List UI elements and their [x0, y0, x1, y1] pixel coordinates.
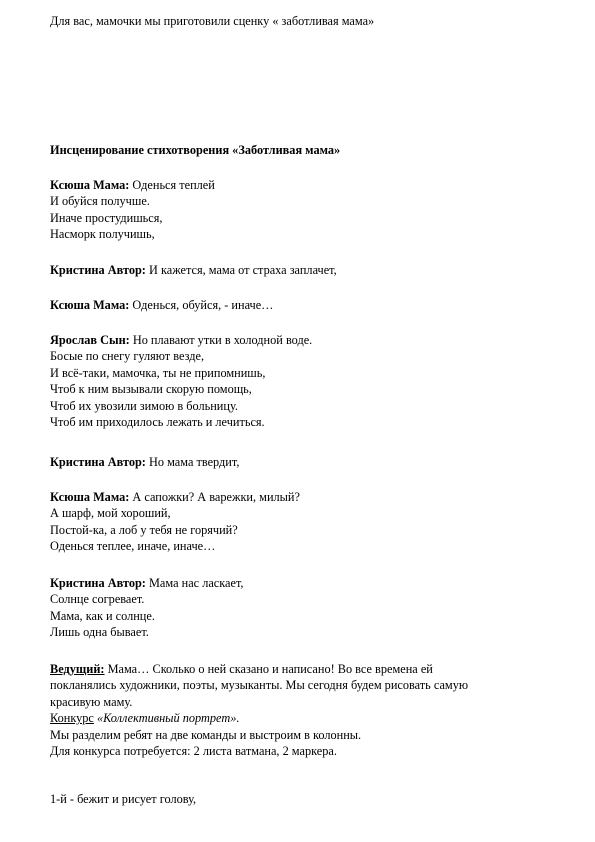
- speaker-name: Ксюша Мама:: [50, 490, 130, 504]
- speaker-name: Ксюша Мама:: [50, 298, 130, 312]
- speaker-name: Ярослав Сын:: [50, 333, 130, 347]
- stanza-line: Чтоб им приходилось лежать и лечиться.: [50, 415, 265, 430]
- host-text: Мама… Сколько о ней сказано и написано! Во все времена ей: [104, 662, 433, 676]
- intro-line: [50, 13, 374, 29]
- stanza-line: И обуйся получше.: [50, 194, 150, 209]
- stanza-line: Оденься теплее, иначе, иначе…: [50, 539, 216, 554]
- stanza-line: Чтоб их увозили зимою в больницу.: [50, 398, 238, 413]
- heading: [50, 142, 340, 158]
- stanza: [50, 262, 337, 278]
- stanza-text: Мама нас ласкает,: [145, 576, 244, 590]
- stanza: [50, 489, 300, 555]
- stanza-line: Постой-ка, а лоб у тебя не горячий?: [50, 522, 238, 537]
- host-first-line: [50, 661, 468, 677]
- stanza-line: Мама, как и солнце.: [50, 608, 155, 623]
- stanza-text: Но плавают утки в холодной воде.: [129, 333, 313, 347]
- stanza-line: А шарф, мой хороший,: [50, 506, 171, 521]
- stanza-line: Иначе простудишься,: [50, 210, 163, 225]
- heading-text: Инсценирование стихотворения «Заботливая мама»: [50, 143, 341, 157]
- speaker-name: Кристина Автор:: [50, 455, 146, 469]
- stanza-text: И кажется, мама от страха заплачет,: [145, 263, 337, 277]
- stanza-first-line: [50, 489, 300, 505]
- stanza-line: И всё-таки, мамочка, ты не припомнишь,: [50, 365, 266, 380]
- contest-line: [50, 710, 468, 726]
- intro-text: Для вас, мамочки мы приготовили сценку « заботливая мама»: [50, 14, 375, 28]
- stanza-first-line: [50, 575, 243, 591]
- stanza: [50, 575, 243, 641]
- host-paragraph: [50, 661, 468, 759]
- stanza: [50, 177, 215, 243]
- stanza-text: Оденься теплей: [129, 178, 215, 192]
- stanza: [50, 332, 312, 430]
- speaker-name: Ксюша Мама:: [50, 178, 130, 192]
- contest-text: Для конкурса потребуется: 2 листа ватмана, 2 маркера.: [50, 744, 337, 759]
- stanza-text: Оденься, обуйся, - иначе…: [129, 298, 274, 312]
- last-line: [50, 791, 196, 807]
- stanza-first-line: [50, 262, 337, 278]
- stanza-text: Но мама твердит,: [145, 455, 240, 469]
- stanza-line: Босые по снегу гуляют везде,: [50, 349, 205, 364]
- stanza-line: Насморк получишь,: [50, 227, 155, 242]
- speaker-name: Кристина Автор:: [50, 263, 146, 277]
- last-line-text: 1-й - бежит и рисует голову,: [50, 792, 197, 806]
- contest-text: Мы разделим ребят на две команды и выстроим в колонны.: [50, 727, 362, 742]
- stanza-first-line: [50, 454, 239, 470]
- contest-name: «Коллективный портрет».: [93, 711, 240, 726]
- host-label: Ведущий:: [50, 662, 105, 676]
- host-line: покланялись художники, поэты, музыканты. Мы сегодня будем рисовать самую: [50, 678, 469, 693]
- stanza-line: Лишь одна бывает.: [50, 625, 149, 640]
- stanza: [50, 454, 239, 470]
- contest-label: Конкурс: [50, 711, 94, 726]
- stanza-line: Чтоб к ним вызывали скорую помощь,: [50, 382, 252, 397]
- stanza-text: А сапожки? А варежки, милый?: [129, 490, 300, 504]
- stanza-first-line: [50, 297, 273, 313]
- speaker-name: Кристина Автор:: [50, 576, 146, 590]
- stanza-line: Солнце согревает.: [50, 592, 145, 607]
- stanza-first-line: [50, 332, 312, 348]
- stanza: [50, 297, 273, 313]
- stanza-first-line: [50, 177, 215, 193]
- host-line: красивую маму.: [50, 694, 133, 709]
